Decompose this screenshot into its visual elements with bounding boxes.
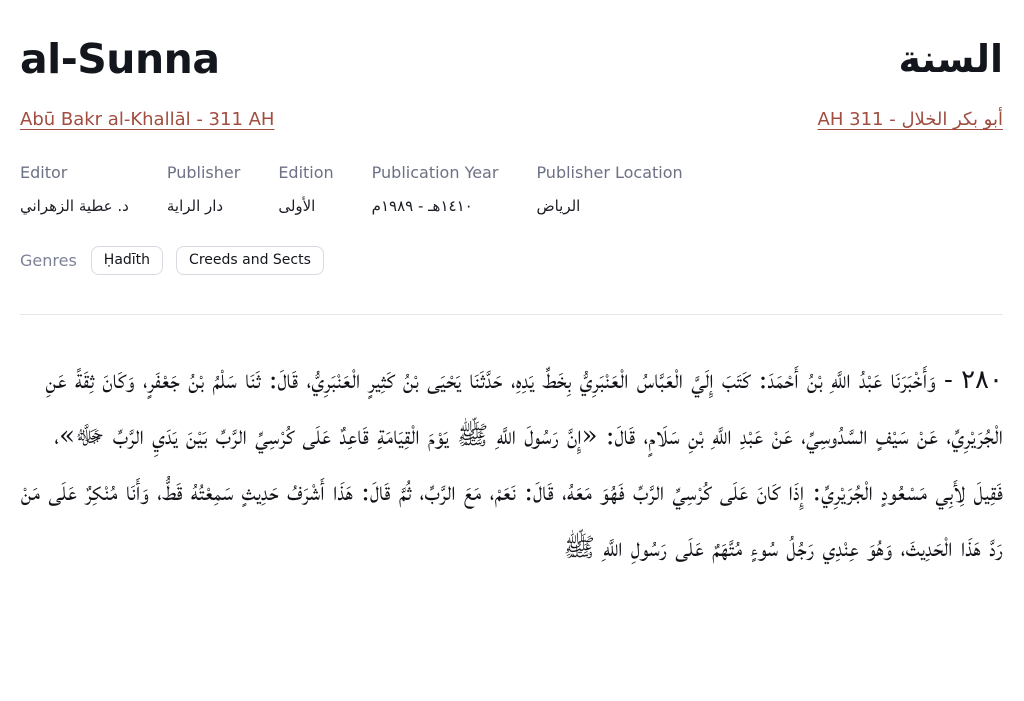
meta-publisher-location <box>536 163 682 216</box>
meta-value: د. عطية الزهراني <box>20 197 129 215</box>
meta-label: Publisher Location <box>536 163 683 182</box>
meta-value: دار الراية <box>166 197 224 215</box>
book-title-english: al-Sunna <box>20 35 220 83</box>
meta-label: Editor <box>20 163 68 182</box>
meta-publication-year <box>372 163 499 216</box>
meta-publisher <box>167 163 240 216</box>
meta-value: الأولى <box>278 197 316 215</box>
genres-row <box>20 246 337 275</box>
book-page <box>20 0 1003 701</box>
section-divider <box>20 314 1003 315</box>
meta-editor <box>20 163 129 216</box>
genre-chip-creeds-and-sects[interactable]: Creeds and Sects <box>176 246 324 275</box>
book-title-arabic: السنة <box>898 37 1003 81</box>
meta-label: Publication Year <box>371 163 499 182</box>
meta-value: الرياض <box>536 197 581 215</box>
meta-value: ١٤١٠هـ - ١٩٨٩م <box>371 197 473 215</box>
author-link-english[interactable]: Abū Bakr al-Khallāl - 311 AH <box>20 109 275 130</box>
meta-label: Publisher <box>166 163 241 182</box>
meta-edition <box>278 163 333 216</box>
genre-chip-hadith[interactable]: Ḥadīth <box>91 246 163 275</box>
genres-label: Genres <box>20 251 77 270</box>
book-metadata <box>20 163 721 216</box>
author-link-arabic[interactable]: أبو بكر الخلال - 311 AH <box>817 109 1003 130</box>
meta-label: Edition <box>278 163 334 182</box>
hadith-text: ٢٨٠ - وَأَخْبَرَنَا عَبْدُ اللَّهِ بْنُ أَحْمَدَ: كَتَبَ إِلَيَّ الْعَبَّاسُ الْعَنْبَرِيُّ بِخَطِّ يَدِهِ، حَدَّثَنَا يَحْيَى بْنُ كَثِيرٍ الْعَنْبَرِيُّ، قَالَ: ثَنَا سَلْمُ بْنُ جَعْفَرٍ، وَكَانَ ثِقَةً عَنِ الْجُرَيْرِيِّ، عَنْ سَيْفٍ السَّدُوسِيِّ، عَنْ عَبْدِ اللَّهِ بْنِ سَلَامٍ، قَالَ: «إِنَّ رَسُولَ اللَّهِ ﷺ يَوْمَ الْقِيَامَةِ قَاعِدٌ عَلَى كُرْسِيِّ الرَّبِّ بَيْنَ يَدَيِ الرَّبِّ ﷻ»، فَقِيلَ لِأَبِي مَسْعُودٍ الْجُرَيْرِيِّ: إِذَا كَانَ عَلَى كُرْسِيِّ الرَّبِّ فَهُوَ مَعَهُ، قَالَ: نَعَمْ، مَعَ الرَّبِّ، ثُمَّ قَالَ: هَذَا أَشْرَفُ حَدِيثٍ سَمِعْتُهُ قَطُّ، وَأَنَا مُنْكِرٌ عَلَى مَنْ رَدَّ هَذَا الْحَدِيثَ، وَهُوَ عِنْدِي رَجُلُ سُوءٍ مُتَّهَمٌ عَلَى رَسُولِ اللَّهِ ﷺ <box>20 365 1003 563</box>
